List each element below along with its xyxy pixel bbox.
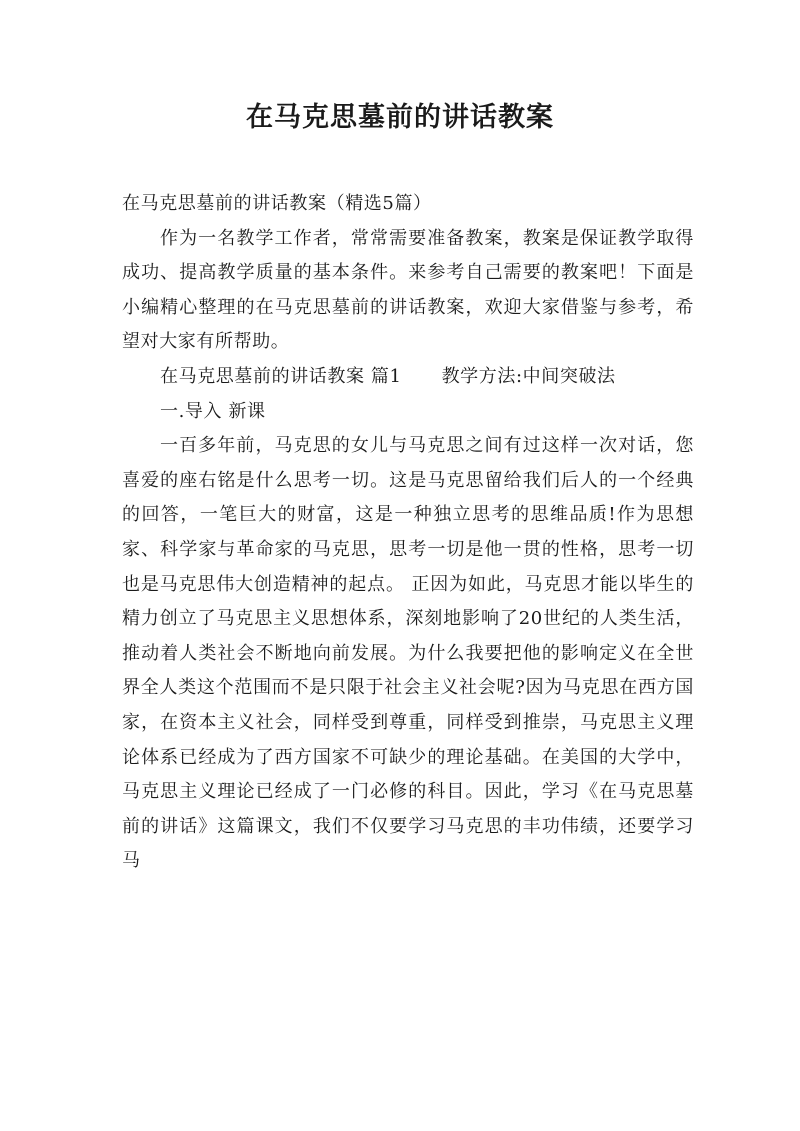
teaching-method: 教学方法:中间突破法 (441, 365, 616, 387)
step-heading: 一.导入 新课 (160, 400, 266, 422)
section-line (122, 360, 694, 395)
document-title: 在马克思墓前的讲话教案 (246, 102, 554, 133)
document-body (122, 187, 694, 879)
document-subtitle: 在马克思墓前的讲话教案（精选5篇） (122, 193, 432, 214)
section-heading: 在马克思墓前的讲话教案 篇1 (160, 365, 402, 387)
body-paragraph: 一百多年前，马克思的女儿与马克思之间有过这样一次对话，您喜爱的座右铭是什么思考一切。这是马克思留给我们后人的一个经典的回答，一笔巨大的财富，这是一种独立思考的思维品质!作为思想家、科学家与革命家的马克思，思考一切是他一贯的性格，思考一切也是马克思伟大创造精神的起点。 正因为如此，马克思才能以毕生的精力创立了马克思主义思想体系，深刻地影响了20世纪的人类生活，推动着人类社会不断地向前发展。为什么我要把他的影响定义在全世界全人类这个范围而不是只限于社会主义社会呢?因为马克思在西方国家，在资本主义社会，同样受到尊重，同样受到推崇，马克思主义理论体系已经成为了西方国家不可缺少的理论基础。在美国的大学中，马克思主义理论已经成了一门必修的科目。因此，学习《在马克思墓前的讲话》这篇课文，我们不仅要学习马克思的丰功伟绩，还要学习马 (122, 435, 694, 872)
intro-paragraph: 作为一名教学工作者，常常需要准备教案，教案是保证教学取得成功、提高教学质量的基本条件。来参考自己需要的教案吧！下面是小编精心整理的在马克思墓前的讲话教案，欢迎大家借鉴与参考，希望对大家有所帮助。 (122, 227, 694, 353)
